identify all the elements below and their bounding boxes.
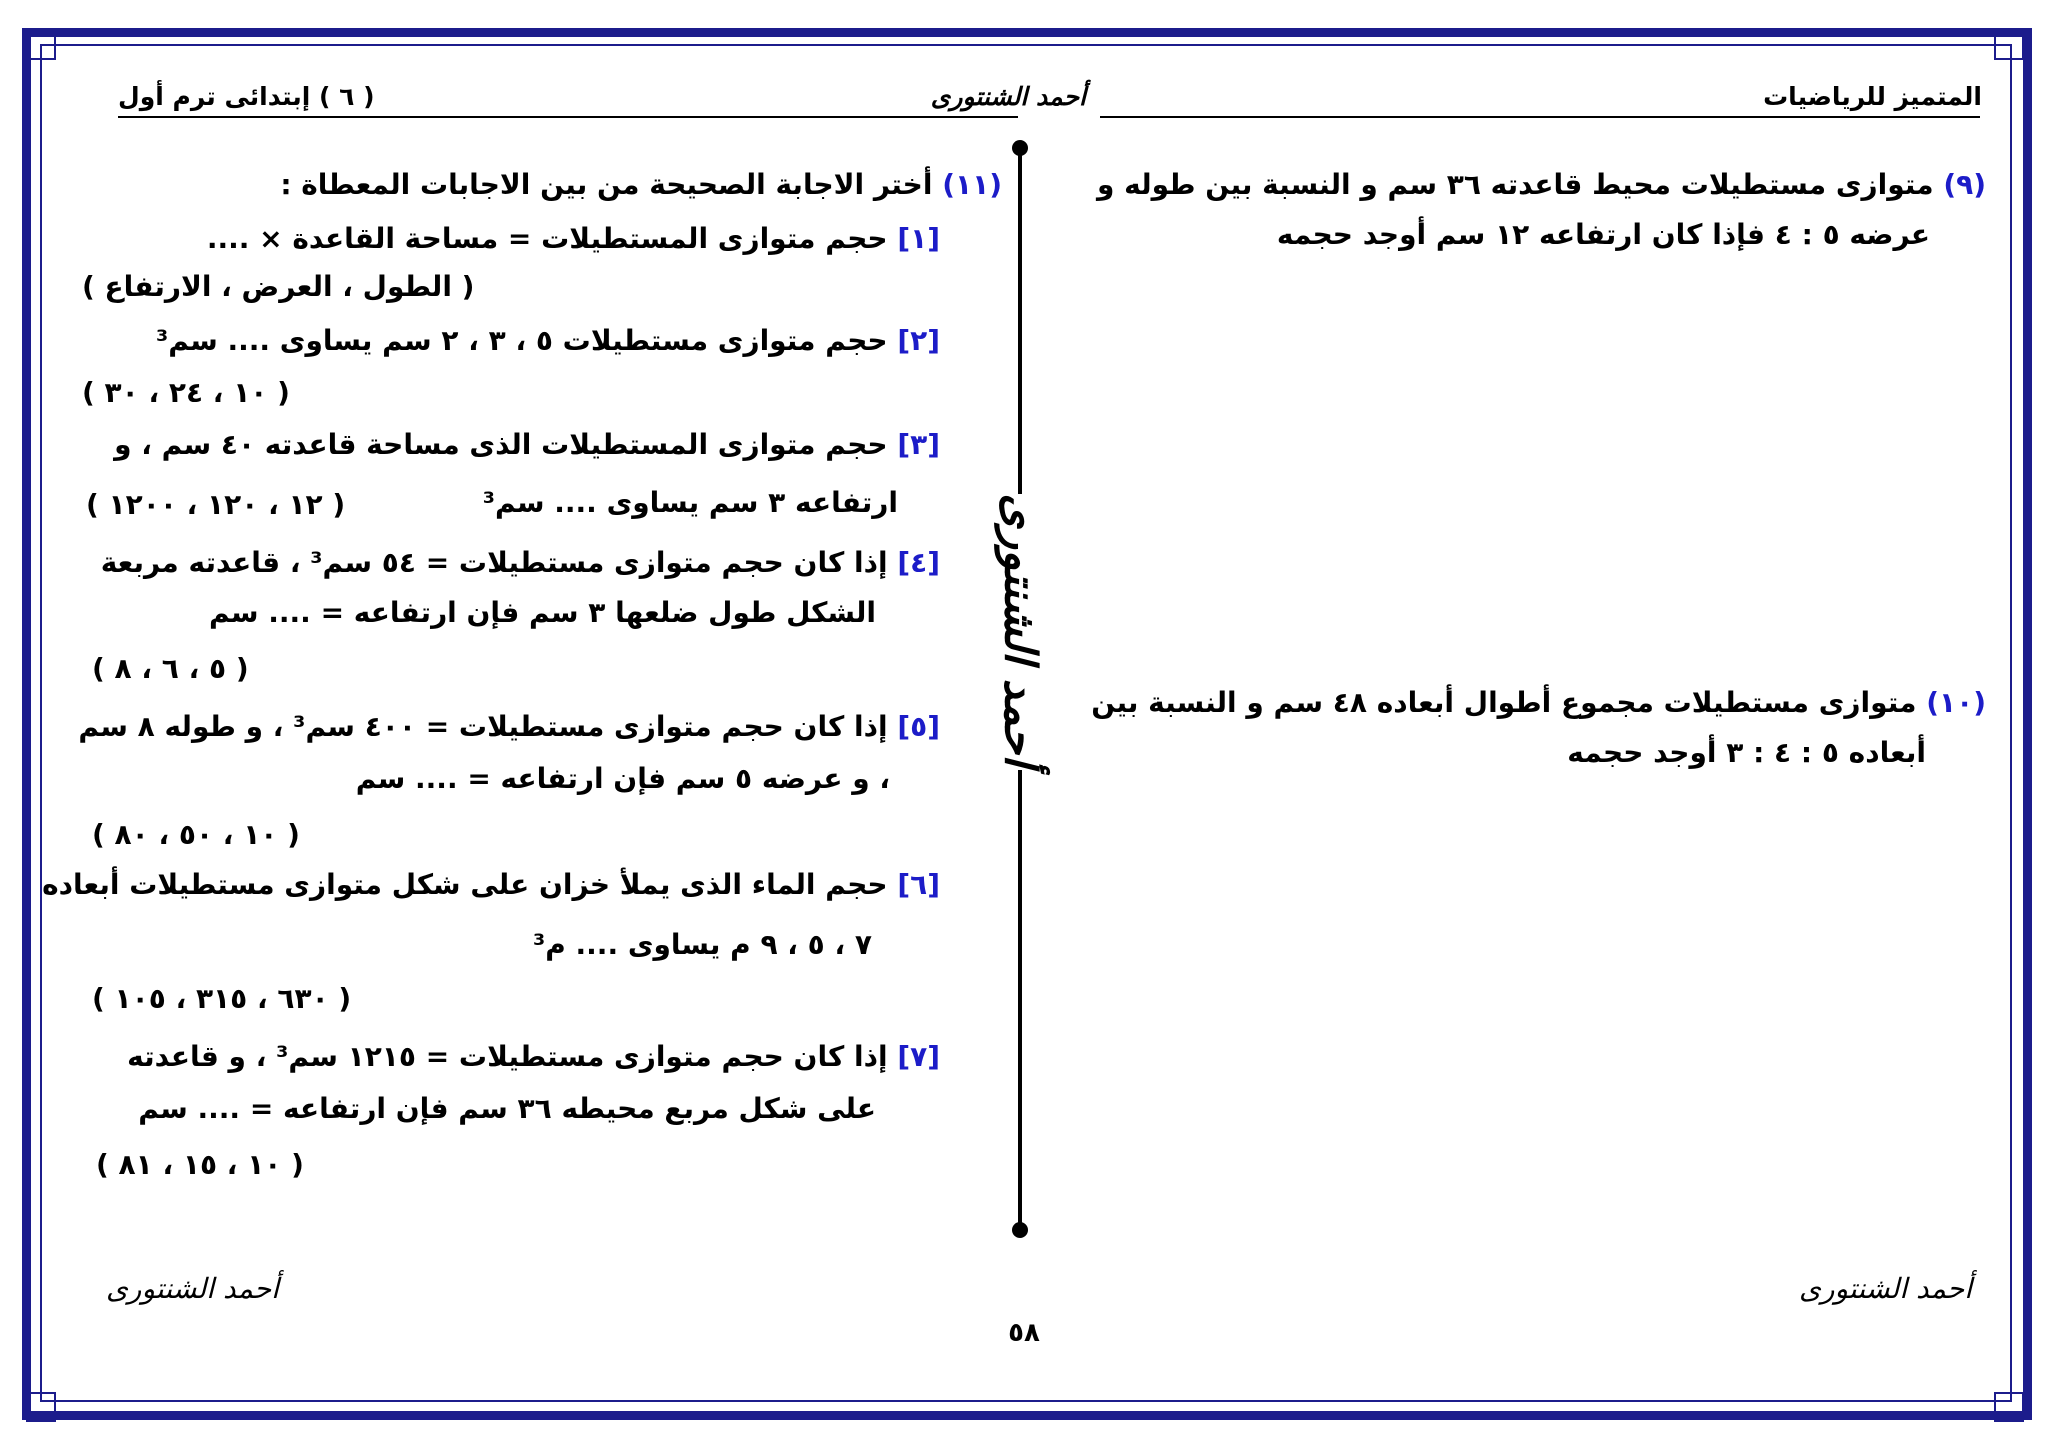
item-text: على شكل مربع محيطه ٣٦ سم فإن ارتفاعه = .... سم xyxy=(138,1092,876,1125)
divider-line-bottom xyxy=(1018,770,1022,1230)
item-text: ارتفاعه ٣ سم يساوى .... سم³ xyxy=(482,486,898,519)
answer-options: ( ١٠ ، ٢٤ ، ٣٠ ) xyxy=(82,376,290,409)
header-underline-left xyxy=(118,116,1018,118)
header-title: المتميز للرياضيات xyxy=(1763,82,1982,111)
answer-options: ( ١٠ ، ٥٠ ، ٨٠ ) xyxy=(92,818,300,851)
corner-ornament xyxy=(26,1392,56,1422)
header-underline-right xyxy=(1100,116,1980,118)
answer-options: ( ٦٣٠ ، ٣١٥ ، ١٠٥ ) xyxy=(92,982,352,1015)
item-text: إذا كان حجم متوازى مستطيلات = ٥٤ سم³ ، قاعدته مربعة xyxy=(100,546,888,579)
item-text: حجم متوازى المستطيلات = مساحة القاعدة × .... xyxy=(206,222,888,255)
question-title: أختر الاجابة الصحيحة من بين الاجابات المعطاة : xyxy=(280,168,933,201)
question-text: أبعاده ٥ : ٤ : ٣ أوجد حجمه xyxy=(1567,736,1926,769)
corner-ornament xyxy=(26,30,56,60)
question-number: (٩) xyxy=(1943,168,1986,201)
answer-options: ( الطول ، العرض ، الارتفاع ) xyxy=(82,270,475,303)
item-text: إذا كان حجم متوازى مستطيلات = ١٢١٥ سم³ ، و قاعدته xyxy=(127,1040,888,1073)
mcq-item xyxy=(78,710,940,744)
item-number: [٤] xyxy=(897,546,940,579)
answer-options: ( ١٢ ، ١٢٠ ، ١٢٠٠ ) xyxy=(86,488,346,521)
item-text: حجم متوازى مستطيلات ٥ ، ٣ ، ٢ سم يساوى .... سم³ xyxy=(156,324,888,357)
vertical-author-logo: أحمد الشنتورى xyxy=(994,493,1046,767)
question-number: (١١) xyxy=(942,168,1002,201)
mcq-item xyxy=(101,546,940,580)
mcq-item xyxy=(42,868,940,902)
footer-author-left: أحمد الشنتورى xyxy=(106,1272,279,1305)
header-author: أحمد الشنتورى xyxy=(930,82,1086,111)
header-grade: ( ٦ ) إبتدائى ترم أول xyxy=(118,82,375,111)
item-text: إذا كان حجم متوازى مستطيلات = ٤٠٠ سم³ ، و طوله ٨ سم xyxy=(78,710,888,743)
mcq-item xyxy=(127,1040,940,1074)
item-number: [٧] xyxy=(897,1040,940,1073)
page-number: ٥٨ xyxy=(1008,1318,1040,1348)
item-number: [٥] xyxy=(897,710,940,743)
divider-bottom-dot xyxy=(1012,1222,1028,1238)
item-text: حجم الماء الذى يملأ خزان على شكل متوازى مستطيلات أبعاده xyxy=(42,868,888,901)
question-text: عرضه ٥ : ٤ فإذا كان ارتفاعه ١٢ سم أوجد حجمه xyxy=(1276,218,1930,251)
item-text: ٧ ، ٥ ، ٩ م يساوى .... م³ xyxy=(533,928,872,961)
corner-ornament xyxy=(1994,1392,2024,1422)
corner-ornament xyxy=(1994,30,2024,60)
mcq-item xyxy=(207,222,940,256)
footer-author-right: أحمد الشنتورى xyxy=(1799,1272,1972,1305)
divider-line-top xyxy=(1018,148,1022,494)
item-number: [٢] xyxy=(897,324,940,357)
mcq-item xyxy=(114,428,940,462)
answer-options: ( ٥ ، ٦ ، ٨ ) xyxy=(92,652,249,685)
item-number: [٣] xyxy=(897,428,940,461)
answer-options: ( ١٠ ، ١٥ ، ٨١ ) xyxy=(96,1148,304,1181)
item-text: ، و عرضه ٥ سم فإن ارتفاعه = .... سم xyxy=(355,762,890,795)
item-number: [٦] xyxy=(897,868,940,901)
question-number: (١٠) xyxy=(1926,686,1986,719)
question-text: متوازى مستطيلات مجموع أطوال أبعاده ٤٨ سم و النسبة بين xyxy=(1091,686,1917,719)
item-text: الشكل طول ضلعها ٣ سم فإن ارتفاعه = .... سم xyxy=(209,596,876,629)
question-text: متوازى مستطيلات محيط قاعدته ٣٦ سم و النسبة بين طوله و xyxy=(1096,168,1934,201)
item-text: حجم متوازى المستطيلات الذى مساحة قاعدته ٤٠ سم ، و xyxy=(114,428,888,461)
item-number: [١] xyxy=(897,222,940,255)
mcq-item xyxy=(156,324,940,358)
